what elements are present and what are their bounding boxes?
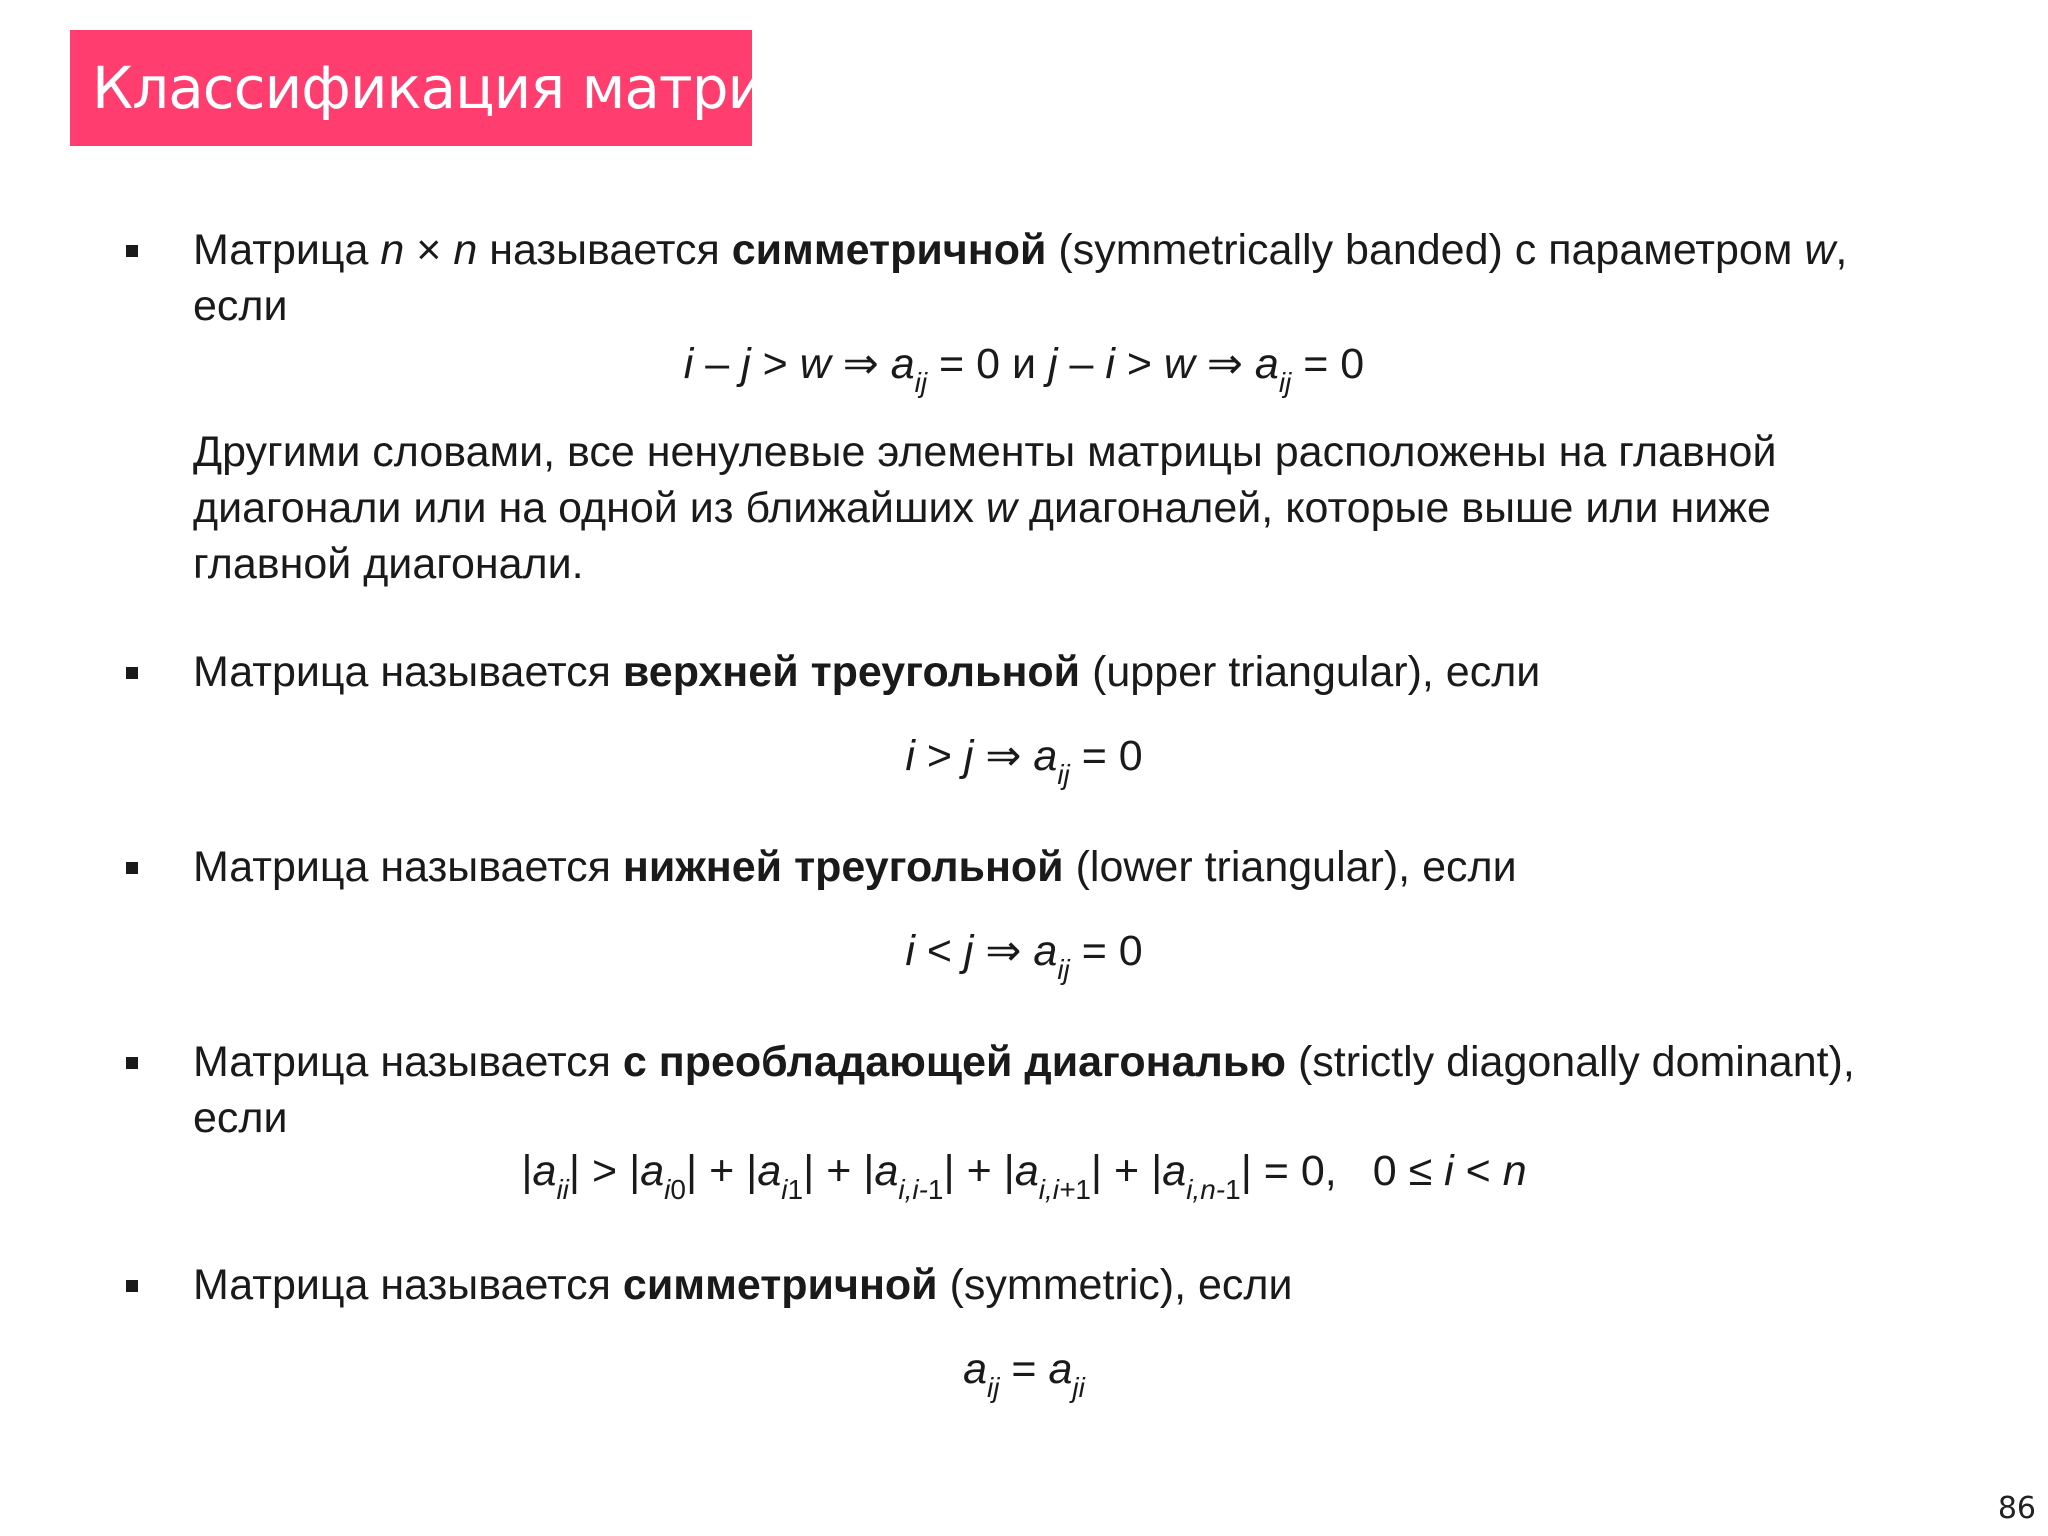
item-3-text: Матрица называется нижней треугольной (lower triangular), если <box>193 843 1517 891</box>
title-banner <box>70 30 803 146</box>
slide-title: Классификация матриц <box>92 54 803 122</box>
page-number: 86 <box>1997 1491 2036 1526</box>
bullet-2 <box>126 667 138 679</box>
item-1-text: Матрица n × n называется симметричной (symmetrically banded) с параметром w, если <box>193 226 1848 330</box>
bullet-1 <box>126 245 138 257</box>
item-5-formula: $a_{ij} = a_{ji}$ <box>963 1345 1085 1403</box>
item-1-note: Другими словами, все ненулевые элементы матрицы расположены на главной диагонали или на одной из ближайших w диагоналей, которые выше или ниже главной диагонали. <box>193 428 1777 588</box>
bullet-3 <box>126 862 138 874</box>
item-4-text: Матрица называется с преобладающей диагональю (strictly diagonally dominant), если <box>193 1038 1855 1142</box>
item-5-text: Матрица называется симметричной (symmetric), если <box>193 1261 1293 1309</box>
item-2-formula: i > j ⇒ $a_{ij} = 0$ <box>905 732 1143 790</box>
item-4-formula: $|a_{ii}| > |a_{i0}| + |a_{i1}| + |a_{i,i-1}| + |a_{i,i+1}| + |a_{i,n-1}| = 0$, 0 ≤ i < n <box>521 1147 1527 1205</box>
bullet-5 <box>126 1280 138 1292</box>
bullet-4 <box>126 1057 138 1069</box>
item-1-formula: i – j > w ⇒ $a_{ij} = 0$ и j – i > w ⇒ $a_{ij} = 0$ <box>683 340 1365 398</box>
item-2-text: Матрица называется верхней треугольной (upper triangular), если <box>193 648 1541 696</box>
item-3-formula: i < j ⇒ $a_{ij} = 0$ <box>905 927 1143 985</box>
